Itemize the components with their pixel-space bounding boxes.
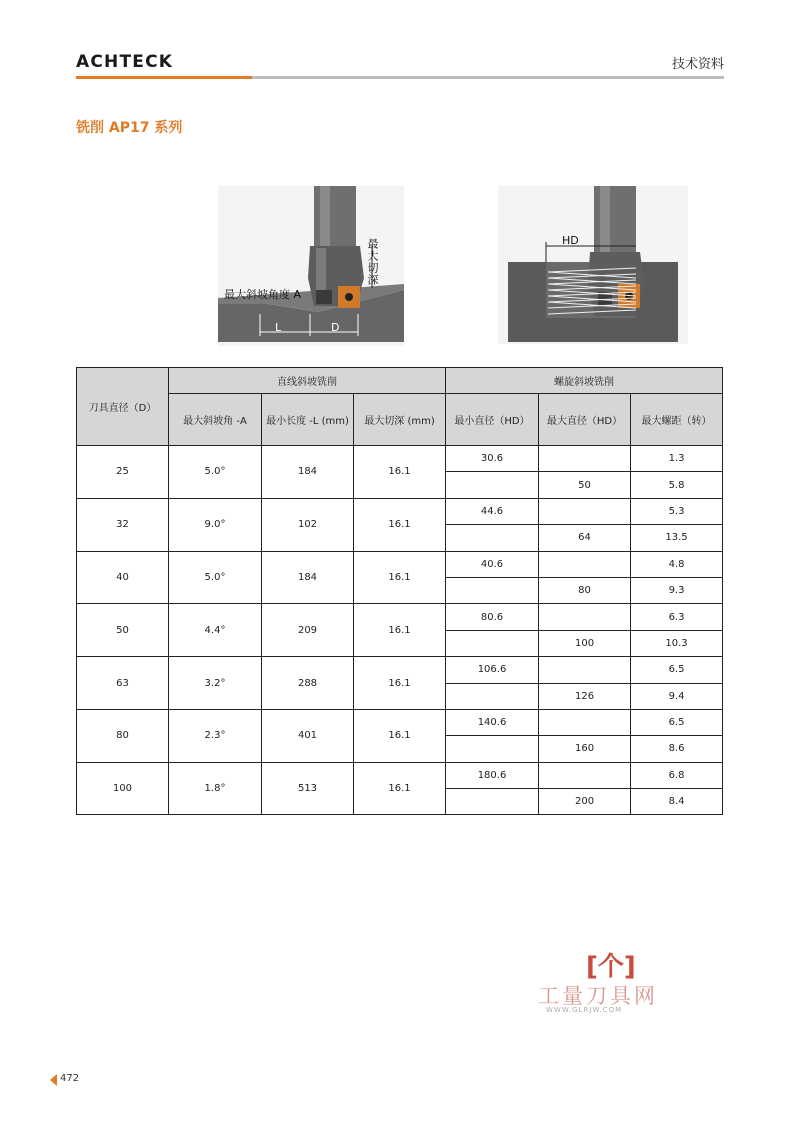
cell-max-depth: 16.1	[354, 604, 446, 657]
cell-empty	[539, 446, 631, 472]
helical-diameter-hd-label: HD	[562, 234, 579, 247]
header-linear-ramping: 直线斜坡铣削	[169, 368, 446, 394]
table-row	[77, 551, 723, 577]
cell-pitch: 8.4	[631, 789, 723, 815]
header-divider-accent	[76, 76, 252, 79]
cell-min-hd: 180.6	[446, 762, 539, 788]
header-max-depth: 最大切深 (mm)	[354, 394, 446, 446]
length-l-label: L	[275, 321, 282, 334]
cell-pitch: 5.8	[631, 472, 723, 498]
cell-tool-diameter: 80	[77, 709, 169, 762]
page-arrow-icon	[50, 1074, 57, 1086]
cell-min-hd: 80.6	[446, 604, 539, 630]
cell-min-hd: 106.6	[446, 657, 539, 683]
cell-min-hd: 30.6	[446, 446, 539, 472]
cell-min-length: 209	[262, 604, 354, 657]
header-max-pitch: 最大螺距（转）	[631, 394, 723, 446]
cell-min-hd: 40.6	[446, 551, 539, 577]
cell-max-angle: 5.0°	[169, 446, 262, 499]
page-number: 472	[60, 1073, 80, 1084]
watermark-text: 工量刀具网	[538, 984, 658, 1008]
table-row	[77, 762, 723, 788]
cell-max-angle: 1.8°	[169, 762, 262, 815]
cell-max-angle: 2.3°	[169, 709, 262, 762]
cell-empty	[446, 525, 539, 551]
cell-pitch: 10.3	[631, 630, 723, 656]
cell-min-hd: 44.6	[446, 498, 539, 524]
cell-max-depth: 16.1	[354, 498, 446, 551]
table-row	[77, 446, 723, 472]
cell-empty	[446, 472, 539, 498]
cell-max-hd: 100	[539, 630, 631, 656]
cell-pitch: 9.3	[631, 577, 723, 603]
cell-max-angle: 4.4°	[169, 604, 262, 657]
table-row	[77, 498, 723, 524]
brand-logo: ACHTECK	[76, 52, 174, 72]
max-ramp-angle-label: 最大斜坡角度 A	[224, 288, 302, 301]
cell-max-depth: 16.1	[354, 551, 446, 604]
cell-tool-diameter: 25	[77, 446, 169, 499]
cell-max-depth: 16.1	[354, 709, 446, 762]
cell-max-depth: 16.1	[354, 762, 446, 815]
site-watermark	[538, 942, 678, 1022]
cell-tool-diameter: 50	[77, 604, 169, 657]
cell-max-depth: 16.1	[354, 446, 446, 499]
cell-min-length: 102	[262, 498, 354, 551]
table-row	[77, 604, 723, 630]
cell-empty	[539, 657, 631, 683]
cell-empty	[446, 683, 539, 709]
cell-pitch: 1.3	[631, 446, 723, 472]
cell-empty	[539, 709, 631, 735]
cell-max-hd: 80	[539, 577, 631, 603]
table-row	[77, 709, 723, 735]
cell-empty	[446, 789, 539, 815]
ramping-spec-table	[76, 367, 723, 815]
cell-tool-diameter: 100	[77, 762, 169, 815]
helical-ramp-illustration	[498, 186, 688, 344]
cell-max-hd: 64	[539, 525, 631, 551]
header-max-hd: 最大直径（HD）	[539, 394, 631, 446]
header-tool-diameter: 刀具直径（D）	[77, 368, 169, 446]
cell-empty	[539, 498, 631, 524]
cell-min-length: 288	[262, 657, 354, 710]
cell-min-length: 184	[262, 551, 354, 604]
cell-tool-diameter: 63	[77, 657, 169, 710]
cell-max-hd: 126	[539, 683, 631, 709]
cell-empty	[446, 577, 539, 603]
helical-ramp-figure	[498, 186, 688, 344]
cell-empty	[446, 736, 539, 762]
cell-empty	[446, 630, 539, 656]
cell-max-angle: 9.0°	[169, 498, 262, 551]
header-max-ramp-angle: 最大斜坡角 -A	[169, 394, 262, 446]
cell-max-angle: 3.2°	[169, 657, 262, 710]
cell-max-depth: 16.1	[354, 657, 446, 710]
cell-pitch: 6.5	[631, 657, 723, 683]
cell-pitch: 5.3	[631, 498, 723, 524]
header-helical-ramping: 螺旋斜坡铣削	[446, 368, 723, 394]
cell-pitch: 6.3	[631, 604, 723, 630]
section-title: 铣削 AP17 系列	[76, 120, 183, 136]
cell-min-length: 513	[262, 762, 354, 815]
cell-empty	[539, 762, 631, 788]
cell-pitch: 13.5	[631, 525, 723, 551]
cell-pitch: 8.6	[631, 736, 723, 762]
cell-pitch: 6.8	[631, 762, 723, 788]
cell-max-angle: 5.0°	[169, 551, 262, 604]
header-min-length: 最小长度 -L (mm)	[262, 394, 354, 446]
cell-min-hd: 140.6	[446, 709, 539, 735]
max-depth-label: 最大切深	[366, 238, 379, 286]
cell-pitch: 6.5	[631, 709, 723, 735]
cell-tool-diameter: 32	[77, 498, 169, 551]
cell-pitch: 9.4	[631, 683, 723, 709]
cell-empty	[539, 604, 631, 630]
cell-tool-diameter: 40	[77, 551, 169, 604]
cell-min-length: 401	[262, 709, 354, 762]
cell-pitch: 4.8	[631, 551, 723, 577]
section-tag: 技术资料	[671, 57, 724, 72]
watermark-url: WWW.GLRJW.COM	[546, 1006, 623, 1014]
cell-max-hd: 200	[539, 789, 631, 815]
diameter-d-label: D	[331, 321, 340, 334]
cell-min-length: 184	[262, 446, 354, 499]
header-min-hd: 最小直径（HD）	[446, 394, 539, 446]
cell-max-hd: 160	[539, 736, 631, 762]
table-row	[77, 657, 723, 683]
cell-max-hd: 50	[539, 472, 631, 498]
cell-empty	[539, 551, 631, 577]
watermark-logo-icon: [个]	[586, 952, 636, 982]
linear-ramp-figure	[218, 186, 404, 346]
